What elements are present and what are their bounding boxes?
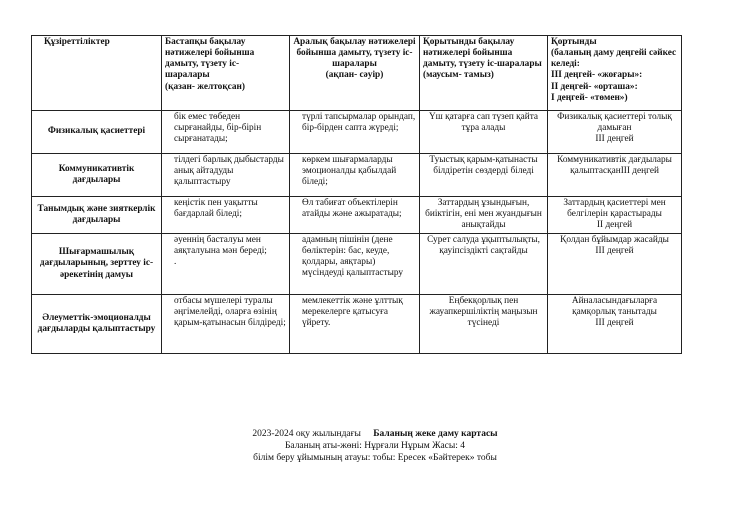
table-row <box>32 154 682 197</box>
final-cell: Туыстық қарым-қатынасты білдіретін сөздерді біледі <box>420 154 548 197</box>
final-cell: Еңбекқорлық пен жауапкершіліктің маңызын түсінеді <box>420 295 548 354</box>
skill-cell: Физикалық қасиеттері <box>32 111 162 154</box>
header-initial-control: Бастапқы бақылау нәтижелері бойынша дамыту, түзету іс- шаралары (қазан- желтоқсан) <box>162 36 290 111</box>
intermediate-cell: Өл табиғат объектілерін атайды және ажыратады; <box>290 197 420 234</box>
initial-cell: бік емес төбеден сырғанайды, бір-бірін сырғанатады; <box>162 111 290 154</box>
initial-cell: кеңістік пен уақытты бағдарлай біледі; <box>162 197 290 234</box>
final-cell: Сурет салуда ұқыптылықты, қауіпсіздікті сақтайды <box>420 234 548 295</box>
table-row <box>32 111 682 154</box>
header-intermediate-control: Аралық бақылау нәтижелері бойынша дамыту, түзету іс-шаралары (ақпан- сәуір) <box>290 36 420 111</box>
skill-cell: Шығармашылық дағдыларының, зерттеу іс-әрекетінің дамуы <box>32 234 162 295</box>
intermediate-cell: мемлекеттік және ұлттық мерекелерге қатысуға үйрету. <box>290 295 420 354</box>
table-row <box>32 197 682 234</box>
development-table <box>31 35 682 354</box>
skill-cell: Танымдық және зияткерлік дағдылары <box>32 197 162 234</box>
header-conclusion: Қортынды (баланың даму деңгейі сәйкес келеді: III деңгей- «жоғары»: II деңгей- «орташа»: I деңгей- «төмен») <box>548 36 682 111</box>
header-final-control: Қорытынды бақылау нәтижелері бойынша дамыту, түзету іс-шаралары (маусым- тамыз) <box>420 36 548 111</box>
table-row <box>32 234 682 295</box>
intermediate-cell: көркем шығармаларды эмоционалды қабылдай біледі; <box>290 154 420 197</box>
intermediate-cell: адамның пішінін (дене бөліктерін: бас, кеуде, қолдары, аяқтары) мүсіндеуді қалыптастыру <box>290 234 420 295</box>
conclusion-cell: Айналасындағыларға қамқорлық танытады III деңгей <box>548 295 682 354</box>
initial-cell: тілдегі барлық дыбыстарды анық айтадуды қалыптастыру <box>162 154 290 197</box>
header-competencies: Құзіреттіліктер <box>32 36 162 111</box>
table-header-row <box>32 36 682 111</box>
intermediate-cell: түрлі тапсырмалар орындап, бір-бірден сапта жүреді; <box>290 111 420 154</box>
skill-cell: Коммуникативтік дағдылары <box>32 154 162 197</box>
child-info-line: Баланың аты-жөні: Нұрғали Нұрым Жасы: 4 <box>284 441 466 451</box>
initial-cell: әуеннің басталуы мен аяқталуына мән береді; . <box>162 234 290 295</box>
group-info-line: білім беру ұйымының атауы: тобы: Ересек «Бәйтерек» тобы <box>253 453 497 463</box>
conclusion-cell: Қолдан бұйымдар жасайды III деңгей <box>548 234 682 295</box>
conclusion-cell: Заттардың қасиеттері мен белгілерін қарастырады II деңгей <box>548 197 682 234</box>
card-title: Баланың жеке даму картасы <box>373 429 498 439</box>
table-row <box>32 295 682 354</box>
academic-year: 2023-2024 оқу жылындағы <box>252 429 361 439</box>
final-cell: Үш қатарға сап түзеп қайта тұра алады <box>420 111 548 154</box>
final-cell: Заттардың ұзындығын, биіктігін, ені мен жуандығын анықтайды <box>420 197 548 234</box>
initial-cell: отбасы мүшелері туралы әңгімелейді, оларға өзінің қарым-қатынасын білдіреді; <box>162 295 290 354</box>
conclusion-cell: Физикалық қасиеттері толық дамыған III деңгей <box>548 111 682 154</box>
skill-cell: Әлеуметтік-эмоционалды дағдыларды қалыптастыру <box>32 295 162 354</box>
conclusion-cell: Коммуникативтік дағдылары қалыптасқанIII деңгей <box>548 154 682 197</box>
footer-title-line <box>0 428 750 440</box>
